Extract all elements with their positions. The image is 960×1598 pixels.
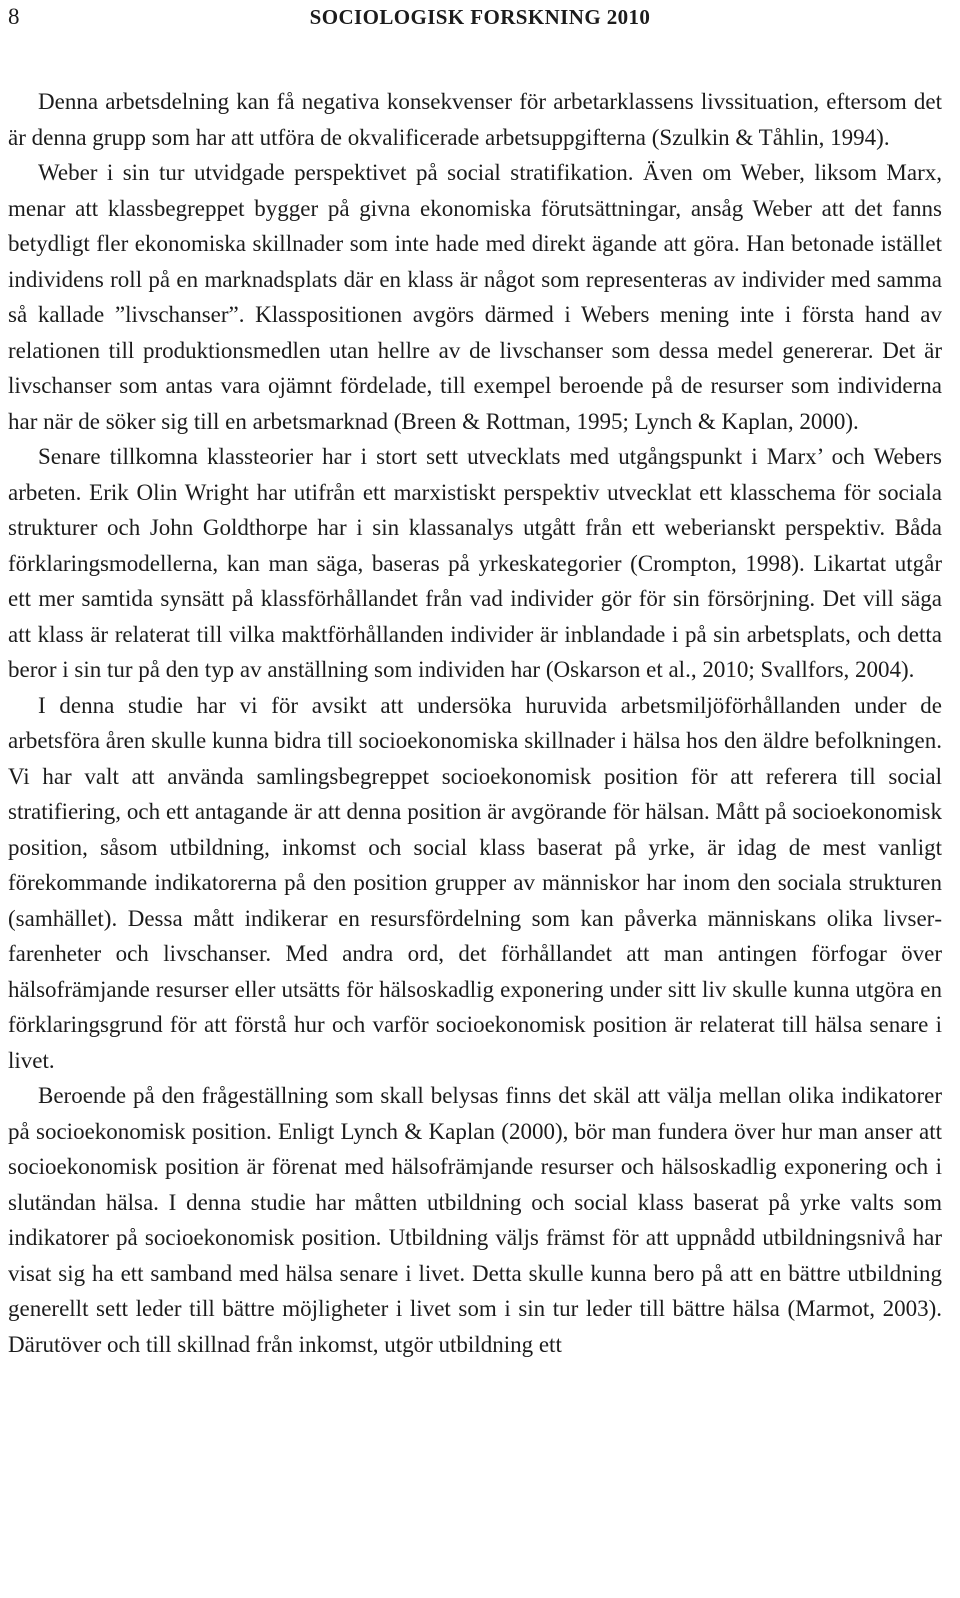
page-number: 8 xyxy=(8,4,20,29)
article-body xyxy=(8,84,942,1362)
paragraph: Beroende på den frågeställning som skall belysas finns det skäl att välja mellan olika indikatorer på socioekonomisk position. Enligt Lynch & Kaplan (2000), bör man fundera över hur man anser att socioekonomisk position är förenat med hälsofrämjande resurser och hälsoskadlig exponering och i slutändan hälsa. I denna studie har måtten utbildning och social klass baserat på yrke valts som indikatorer på socioekonomisk position. Utbildning väljs främst för att uppnådd utbildningsnivå har visat sig ha ett samband med hälsa senare i livet. Detta skulle kunna bero på att en bättre utbildning generellt sett leder till bättre möjligheter i livet som i sin tur leder till bättre hälsa (Marmot, 2003). Därutöver och till skillnad från inkomst, utgör utbildning ett xyxy=(8,1083,942,1357)
running-header-title: SOCIOLOGISK FORSKNING 2010 xyxy=(309,5,651,29)
page-header xyxy=(0,0,960,40)
paragraph: Denna arbetsdelning kan få negativa konsekvenser för arbetarklassens livssituation, eftersom det är denna grupp som har att utföra de okvalificerade arbetsuppgifterna (Szulkin & Tåhlin, 1994). xyxy=(8,89,942,150)
paragraph: Weber i sin tur utvidgade perspektivet på social stratifikation. Även om Weber, liksom Marx, menar att klassbegreppet bygger på givna ekonomiska förutsättningar, ansåg Weber att det fanns betydligt fler ekonomiska skillnader som inte hade med direkt ägande att göra. Han betonade istället individens roll på en marknadsplats där en klass är något som representeras av individer med samma så kallade ”livschanser”. Klasspositionen avgörs därmed i Webers mening inte i första hand av relationen till produktionsmedlen utan hellre av de livschanser som dessa medel genererar. Det är livschanser som antas vara ojämnt fördelade, till exempel beroende på de resurser som individerna har när de söker sig till en arbetsmarknad (Breen & Rottman, 1995; Lynch & Kaplan, 2000). xyxy=(8,160,942,434)
paragraph: Senare tillkomna klassteorier har i stort sett utvecklats med utgångspunkt i Marx’ och Webers arbeten. Erik Olin Wright har utifrån ett marxistiskt perspektiv utvecklat ett klasschema för sociala strukturer och John Goldthorpe har i sin klassanalys utgått från ett weberianskt perspektiv. Båda förklaringsmodellerna, kan man säga, baseras på yrkeskategorier (Crompton, 1998). Likartat utgår ett mer samtida synsätt på klassförhållandet från vad individer gör för sin försörjning. Det vill säga att klass är relaterat till vilka maktförhållanden individer är inblandade i på sin arbetsplats, och detta beror i sin tur på den typ av anställning som individen har (Oskarson et al., 2010; Svallfors, 2004). xyxy=(8,444,942,682)
paragraph: I denna studie har vi för avsikt att undersöka huruvida arbetsmiljöförhållanden under de arbetsföra åren skulle kunna bidra till socioekonomiska skillnader i hälsa hos den äldre befolkningen. Vi har valt att använda samlingsbegreppet socioekonomisk position för att referera till social stratifiering, och ett antagande är att denna position är avgörande för hälsan. Mått på socioekonomisk position, såsom utbildning, inkomst och social klass baserat på yrke, är idag de mest vanligt förekommande indikatorerna på den position grupper av människor har inom den sociala strukturen (samhället). Dessa mått indikerar en resursfördelning som kan påverka människans olika livserfarenheter och livschanser. Med andra ord, det förhållandet att man antingen förfogar över hälsofrämjande resurser eller utsätts för hälsoskadlig exponering under sitt liv skulle kunna utgöra en förklaringsgrund för att förstå hur och varför socioekonomisk position är relaterat till hälsa senare i livet. xyxy=(8,692,942,1073)
